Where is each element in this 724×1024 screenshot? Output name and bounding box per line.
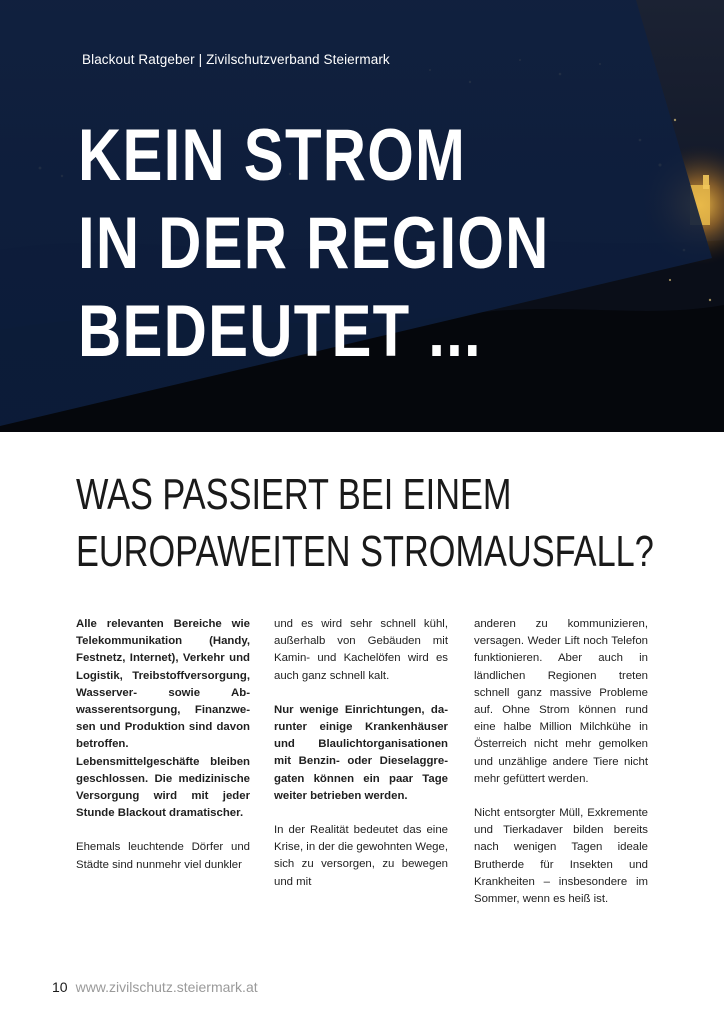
footer-website-link[interactable]: www.zivilschutz.steiermark.at xyxy=(75,979,258,995)
section-heading xyxy=(76,466,654,580)
text-column-1 xyxy=(76,616,250,891)
body-paragraph: anderen zu kommunizieren, versagen. Weder Lift noch Telefon funktionieren. Aber auch in ländlichen Regionen treten schnell ganz massive Probleme auf. Ohne Strom können rund eine halbe Million Milchkühe in Österreich nicht mehr gemolken und unzählige andere Tiere nicht mehr gefüttert werden. xyxy=(474,618,648,785)
hero-title-line-3: BEDEUTET ... xyxy=(78,291,482,372)
section-heading-line-2: EUROPAWEITEN STROMAUSFALL? xyxy=(76,527,654,576)
header-kicker: Blackout Ratgeber | Zivilschutzverband Steiermark xyxy=(82,52,390,67)
body-paragraph: Ehemals leuchtende Dörfer und Städte sind nunmehr viel dunkler xyxy=(76,841,250,871)
intro-paragraph: Alle relevanten Bereiche wie Telekommunikation (Handy, Festnetz, Internet), Verkehr und Logistik, Treibstoffversorgung, Wasserver- sowie Abwasserentsorgung, Finanzwesen und Produktion sind davon betroffen. Lebensmittelgeschäfte bleiben geschlossen. Die medizinische Versorgung wird mit jeder Stunde Blackout dramatischer. xyxy=(76,618,250,820)
body-paragraph: Nicht entsorgter Müll, Exkremente und Tierkadaver bilden bereits nach wenigen Tagen ideale Brutherde für Insekten und Krankheiten – insbesondere im Sommer, wenn es heiß ist. xyxy=(474,807,648,906)
body-paragraph: In der Realität bedeutet das eine Krise, in der die gewohnten Wege, sich zu versorgen, zu bewegen und mit xyxy=(274,824,448,888)
text-column-2 xyxy=(274,616,448,908)
hero-banner xyxy=(0,0,724,432)
page-number: 10 xyxy=(52,979,68,995)
hero-title-line-2: IN DER REGION xyxy=(78,203,550,284)
page-footer xyxy=(52,979,258,995)
section-heading-line-1: WAS PASSIERT BEI EINEM xyxy=(76,470,512,519)
body-paragraph: und es wird sehr schnell kühl, außerhalb von Gebäuden mit Kamin- und Kachelöfen wird es auch ganz schnell kalt. xyxy=(274,618,448,682)
hero-title xyxy=(78,112,586,376)
highlight-paragraph: Nur wenige Einrichtungen, darunter einige Krankenhäuser und Blaulichtorganisationen mit Benzin- oder Dieselaggregaten können ein paar Tage weiter betrieben werden. xyxy=(274,703,448,802)
text-column-3 xyxy=(474,616,648,925)
hero-title-line-1: KEIN STROM xyxy=(78,115,467,196)
